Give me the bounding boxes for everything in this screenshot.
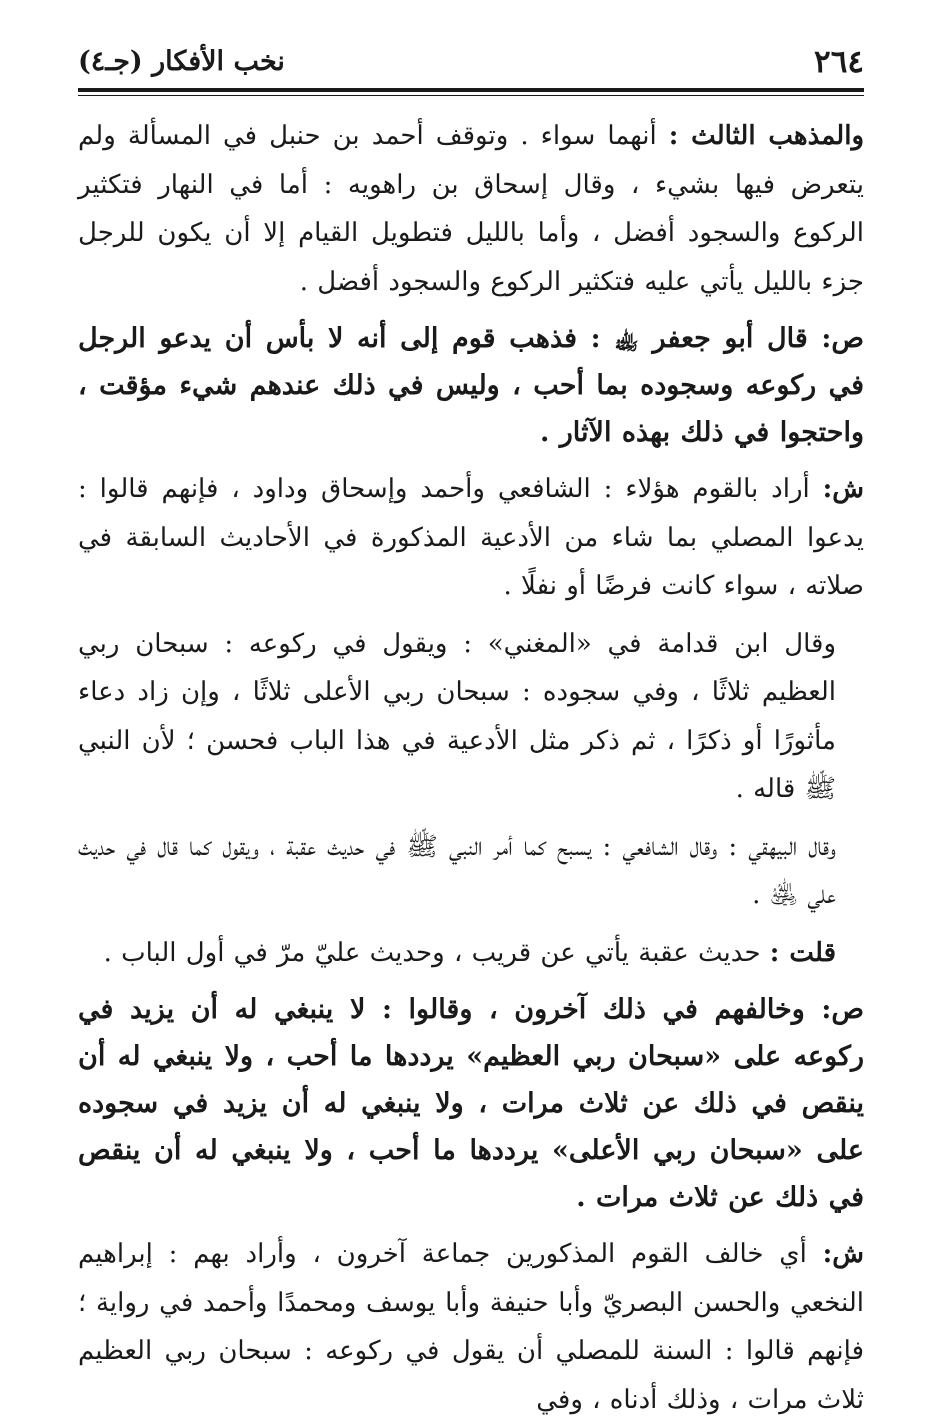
- paragraph-matn-1: [78, 315, 864, 456]
- paragraph-text: وقال ابن قدامة في «المغني» : ويقول في ركوعه : سبحان ربي العظيم ثلاثًا ، وفي سجوده : سبحان ربي الأعلى ثلاثًا ، وإن زاد دعاء مأثورًا أو ذكرًا ، ثم ذكر مثل الأدعية في هذا الباب فحسن ؛ لأن النبي ﷺ قاله .: [78, 628, 836, 804]
- paragraph-text: أي خالف القوم المذكورين جماعة آخرون ، وأراد بهم : إبراهيم النخعي والحسن البصريّ وأبا حنيفة وأبا يوسف ومحمدًا وأحمد في رواية ؛ فإنهم قالوا : السنة للمصلي أن يقول في ركوعه : سبحان ربي العظيم ثلاث مرات ، وذلك أدناه ، وفي: [78, 1239, 864, 1415]
- paragraph-qultu: [78, 929, 864, 978]
- paragraph-lead: والمذهب الثالث :: [668, 121, 864, 151]
- paragraph-sharh-2: [78, 1230, 864, 1424]
- paragraph-third-madhhab: [78, 112, 864, 306]
- header-rule-thick: [78, 88, 864, 92]
- paragraph-lead: ص:: [821, 994, 864, 1025]
- paragraph-lead: ش:: [822, 1239, 864, 1269]
- paragraph-text: حديث عقبة يأتي عن قريب ، وحديث عليّ مرّ في أول الباب .: [103, 937, 770, 968]
- paragraph-lead: ش:: [822, 474, 864, 504]
- paragraph-text: وخالفهم في ذلك آخرون ، وقالوا : لا ينبغي له أن يزيد في ركوعه على «سبحان ربي العظيم» يرددها ما أحب ، ولا ينبغي له أن ينقص في ذلك عن ثلاث مرات ، ولا ينبغي له أن يزيد في سجوده على «سبحان ربي الأعلى» يرددها ما أحب ، ولا ينبغي له أن ينقص في ذلك عن ثلاث مرات .: [78, 994, 864, 1213]
- paragraph-text: أراد بالقوم هؤلاء : الشافعي وأحمد وإسحاق وداود ، فإنهم قالوا : يدعوا المصلي بما شاء من الأدعية المذكورة في الأحاديث السابقة في صلاته ، سواء كانت فرضًا أو نفلًا .: [78, 474, 864, 601]
- paragraph-bayhaqi: [78, 823, 864, 920]
- paragraph-text: أنهما سواء . وتوقف أحمد بن حنبل في المسألة ولم يتعرض فيها بشيء ، وقال إسحاق بن راهويه : أما في النهار فتكثير الركوع والسجود أفضل ، وأما بالليل فتطويل القيام إلا أن يكون للرجل جزء بالليل يأتي عليه فتكثير الركوع والسجود أفضل .: [78, 121, 864, 297]
- running-title: نخب الأفكار (جـ٤): [78, 46, 285, 77]
- page-number: ٢٦٤: [814, 44, 864, 80]
- paragraph-lead: ص:: [821, 323, 864, 354]
- paragraph-lead: قلت :: [769, 937, 836, 968]
- paragraph-sharh-1: [78, 465, 864, 611]
- paragraph-matn-2: [78, 986, 864, 1221]
- page-header: [78, 42, 864, 88]
- paragraph-ibn-qudama: [78, 620, 864, 814]
- paragraph-text: وقال البيهقي : وقال الشافعي : يسبح كما أمر النبي ﷺ في حديث عقبة ، ويقول كما قال في حديث علي ﵁ .: [78, 831, 836, 910]
- paragraph-text: قال أبو جعفر ﵀ : فذهب قوم إلى أنه لا بأس أن يدعو الرجل في ركوعه وسجوده بما أحب ، وليس في ذلك عندهم شيء مؤقت ، واحتجوا في ذلك بهذه الآثار .: [78, 323, 864, 448]
- body-text: [78, 112, 864, 1424]
- header-rule-thin: [78, 95, 864, 96]
